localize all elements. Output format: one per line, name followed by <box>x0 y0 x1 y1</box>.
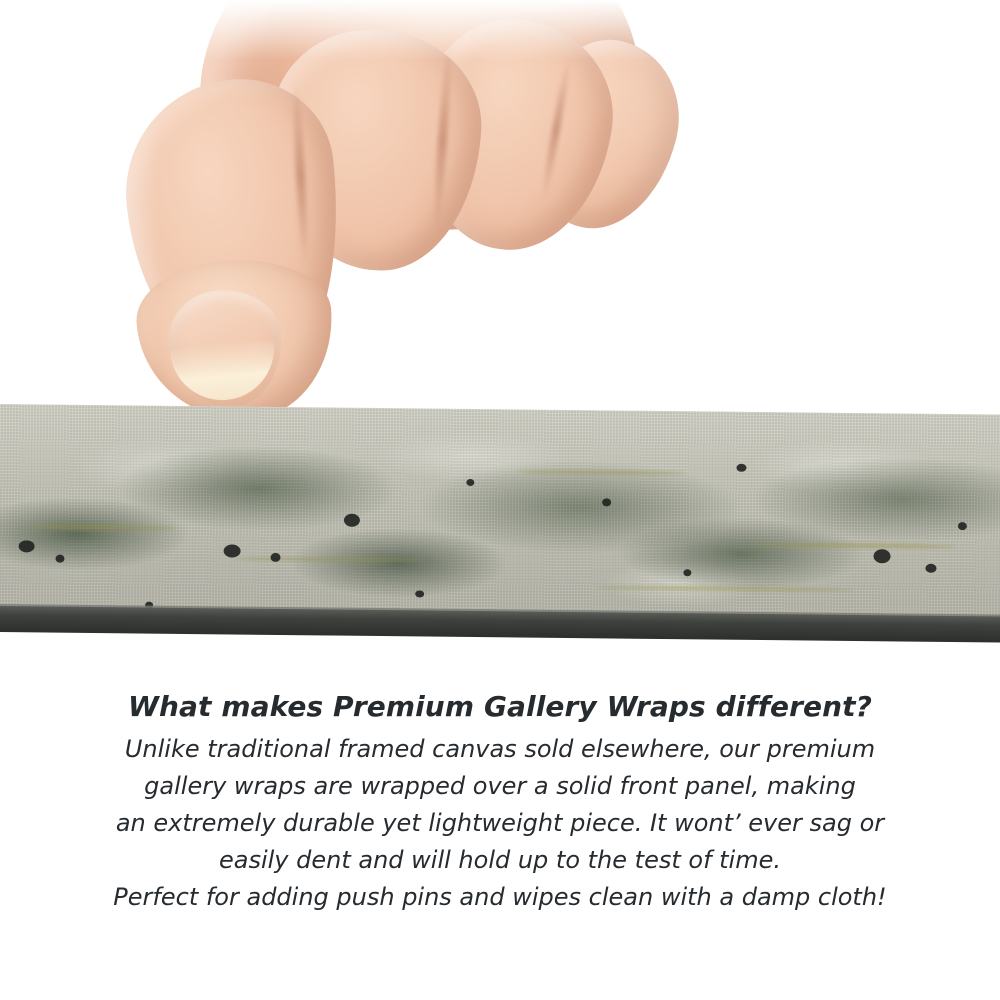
art-speck <box>270 553 280 562</box>
caption-line-4: easily dent and will hold up to the test of time. <box>218 846 781 874</box>
caption-line-1: Unlike traditional framed canvas sold elsewhere, our premium <box>124 735 876 763</box>
canvas-artwork-strip <box>0 404 1000 630</box>
caption-heading: What makes Premium Gallery Wraps different? <box>128 690 872 723</box>
hand-illustration <box>120 0 640 420</box>
caption-line-3: an extremely durable yet lightweight piece. It wont’ ever sag or <box>115 809 885 837</box>
art-speck <box>958 522 967 530</box>
art-speck <box>55 555 64 563</box>
art-speck <box>683 569 691 576</box>
art-speck <box>874 549 891 563</box>
photo-fade-left <box>0 0 160 420</box>
art-speck <box>736 464 746 472</box>
art-speck <box>344 514 360 527</box>
photo-fade-right <box>620 0 1000 420</box>
art-speck <box>602 498 611 506</box>
art-speck <box>466 479 474 486</box>
art-speck <box>19 540 35 552</box>
art-speck <box>925 564 936 573</box>
caption-line-5: Perfect for adding push pins and wipes clean with a damp cloth! <box>113 883 887 911</box>
art-speck <box>224 544 241 557</box>
caption-line-2: gallery wraps are wrapped over a solid front panel, making <box>144 772 856 800</box>
canvas-weave-texture <box>0 404 1000 630</box>
art-speck <box>415 590 424 597</box>
caption-block <box>0 690 1000 916</box>
